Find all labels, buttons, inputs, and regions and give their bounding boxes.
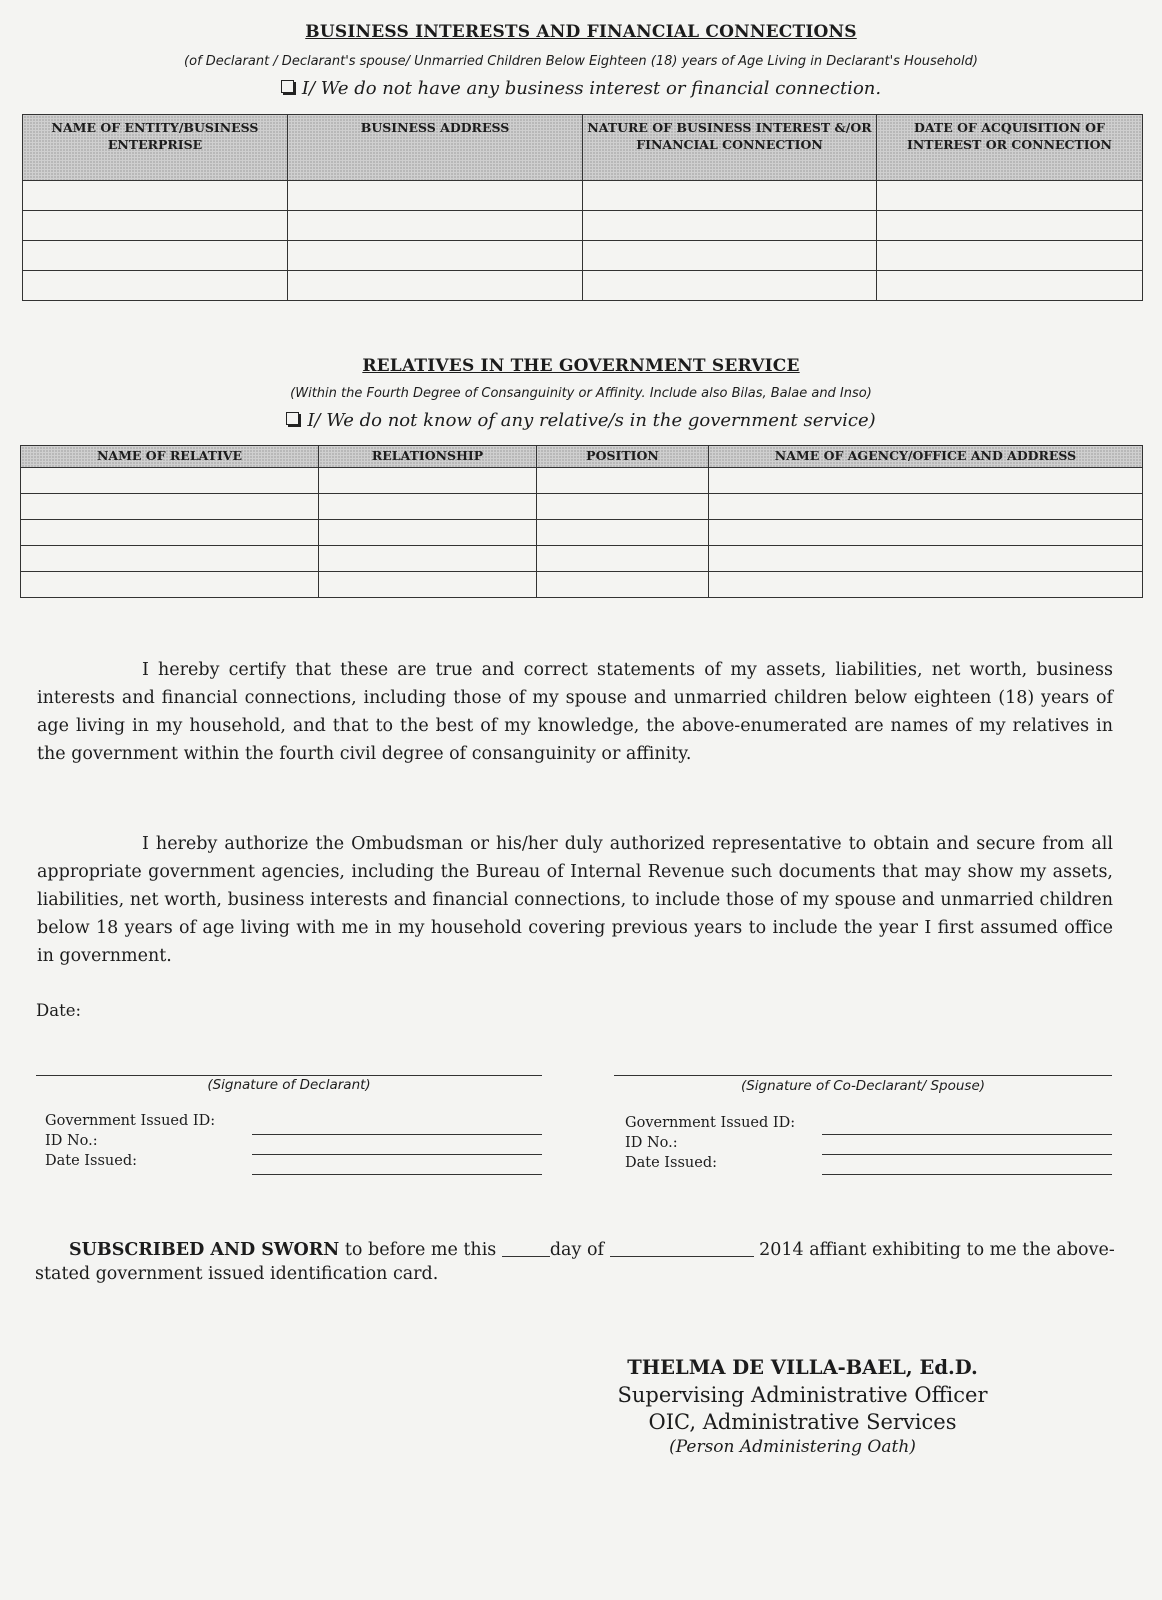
no-relatives-option[interactable] <box>0 410 1162 431</box>
table-cell[interactable] <box>21 494 319 520</box>
no-business-interest-checkbox[interactable] <box>281 80 294 93</box>
co-declarant-id-no-label: ID No.: <box>625 1135 678 1151</box>
co-declarant-date-issued-field[interactable] <box>822 1174 1112 1175</box>
officer-name: THELMA DE VILLA-BAEL, Ed.D. <box>627 1356 978 1379</box>
co-declarant-date-issued-label: Date Issued: <box>625 1155 717 1171</box>
co-declarant-signature-line[interactable] <box>614 1075 1112 1076</box>
declarant-id-no-label: ID No.: <box>45 1133 98 1149</box>
table-cell[interactable] <box>877 271 1143 301</box>
column-header-nature-of-interest: NATURE OF BUSINESS INTEREST &/OR FINANCIAL CONNECTION <box>583 115 877 181</box>
table-cell[interactable] <box>23 181 288 211</box>
certification-paragraph: I hereby certify that these are true and correct statements of my assets, liabilities, net worth, business interests and financial connections, including those of my spouse and unmarried children below eighteen (18) years of age living in my household, and that to the best of my knowledge, the above-enumerated are names of my relatives in the government within the fourth civil degree of consanguinity or affinity. <box>37 660 1113 764</box>
table-cell[interactable] <box>21 572 319 598</box>
oath-month-field[interactable] <box>610 1256 754 1257</box>
no-relatives-checkbox[interactable] <box>286 412 299 425</box>
oath-statement <box>35 1238 1135 1286</box>
table-cell[interactable] <box>709 572 1143 598</box>
table-cell[interactable] <box>21 520 319 546</box>
declarant-id-field[interactable] <box>252 1134 542 1135</box>
table-cell[interactable] <box>583 181 877 211</box>
no-business-interest-option[interactable] <box>0 78 1162 99</box>
table-cell[interactable] <box>877 211 1143 241</box>
table-cell[interactable] <box>23 241 288 271</box>
co-declarant-id-field[interactable] <box>822 1134 1112 1135</box>
relatives-section-title: RELATIVES IN THE GOVERNMENT SERVICE <box>362 356 800 376</box>
no-business-interest-label: I/ We do not have any business interest or financial connection. <box>301 78 882 99</box>
table-cell[interactable] <box>319 572 537 598</box>
column-header-relationship: RELATIONSHIP <box>319 446 537 468</box>
table-row <box>23 211 1143 241</box>
column-header-date-of-acquisition: DATE OF ACQUISITION OF INTEREST OR CONNECTION <box>877 115 1143 181</box>
table-row <box>21 468 1143 494</box>
table-cell[interactable] <box>23 211 288 241</box>
table-cell[interactable] <box>583 241 877 271</box>
relatives-table <box>20 445 1143 598</box>
table-cell[interactable] <box>877 181 1143 211</box>
declarant-date-issued-field[interactable] <box>252 1174 542 1175</box>
table-cell[interactable] <box>537 468 709 494</box>
table-cell[interactable] <box>319 546 537 572</box>
date-label: Date: <box>36 1001 82 1020</box>
table-row <box>21 494 1143 520</box>
declarant-id-label: Government Issued ID: <box>45 1113 216 1129</box>
co-declarant-id-label: Government Issued ID: <box>625 1115 796 1131</box>
column-header-entity-name: NAME OF ENTITY/BUSINESS ENTERPRISE <box>23 115 288 181</box>
oath-day-field[interactable] <box>502 1256 550 1257</box>
no-relatives-label: I/ We do not know of any relative/s in the government service) <box>307 410 876 431</box>
table-cell[interactable] <box>709 546 1143 572</box>
table-cell[interactable] <box>583 211 877 241</box>
table-cell[interactable] <box>709 494 1143 520</box>
table-row <box>21 520 1143 546</box>
authorization-paragraph: I hereby authorize the Ombudsman or his/her duly authorized representative to obtain and secure from all appropriate government agencies, including the Bureau of Internal Revenue such documents that may show my assets, liabilities, net worth, business interests and financial connections, to include those of my spouse and unmarried children below 18 years of age living with me in my household covering previous years to include the year I first assumed office in government. <box>37 834 1113 966</box>
oath-text-3: 2014 affiant exhibiting to me the above-stated government issued identification card. <box>35 1240 1115 1284</box>
table-cell[interactable] <box>537 572 709 598</box>
table-row <box>21 546 1143 572</box>
table-cell[interactable] <box>319 494 537 520</box>
table-cell[interactable] <box>537 520 709 546</box>
table-row <box>21 572 1143 598</box>
business-section-title: BUSINESS INTERESTS AND FINANCIAL CONNECTIONS <box>305 22 857 42</box>
oath-text-1: to before me this <box>344 1240 497 1260</box>
co-declarant-id-no-field[interactable] <box>822 1154 1112 1155</box>
relatives-section-subtitle: (Within the Fourth Degree of Consanguinity or Affinity. Include also Bilas, Balae and Inso) <box>290 386 872 401</box>
table-cell[interactable] <box>537 494 709 520</box>
officer-role: (Person Administering Oath) <box>669 1437 916 1457</box>
table-cell[interactable] <box>319 468 537 494</box>
officer-office: OIC, Administrative Services <box>648 1410 957 1434</box>
officer-title: Supervising Administrative Officer <box>617 1383 988 1407</box>
column-header-relative-name: NAME OF RELATIVE <box>21 446 319 468</box>
table-cell[interactable] <box>583 271 877 301</box>
declarant-signature-caption: (Signature of Declarant) <box>207 1077 371 1093</box>
co-declarant-signature-caption: (Signature of Co-Declarant/ Spouse) <box>740 1078 986 1094</box>
declarant-signature-line[interactable] <box>36 1075 542 1076</box>
table-cell[interactable] <box>288 181 583 211</box>
table-cell[interactable] <box>877 241 1143 271</box>
column-header-business-address: BUSINESS ADDRESS <box>288 115 583 181</box>
table-cell[interactable] <box>709 520 1143 546</box>
declarant-id-no-field[interactable] <box>252 1154 542 1155</box>
table-cell[interactable] <box>319 520 537 546</box>
table-cell[interactable] <box>23 271 288 301</box>
business-interests-table <box>22 114 1143 301</box>
table-row <box>23 181 1143 211</box>
table-cell[interactable] <box>709 468 1143 494</box>
oath-text-2: day of <box>549 1240 604 1260</box>
table-cell[interactable] <box>537 546 709 572</box>
table-cell[interactable] <box>288 211 583 241</box>
oath-bold-lead: SUBSCRIBED AND SWORN <box>69 1240 340 1260</box>
table-row <box>23 241 1143 271</box>
declarant-date-issued-label: Date Issued: <box>45 1153 137 1169</box>
table-cell[interactable] <box>21 468 319 494</box>
table-cell[interactable] <box>288 271 583 301</box>
column-header-agency-address: NAME OF AGENCY/OFFICE AND ADDRESS <box>709 446 1143 468</box>
table-cell[interactable] <box>288 241 583 271</box>
table-cell[interactable] <box>21 546 319 572</box>
column-header-position: POSITION <box>537 446 709 468</box>
table-row <box>23 271 1143 301</box>
business-section-subtitle: (of Declarant / Declarant's spouse/ Unmarried Children Below Eighteen (18) years of Age Living in Declarant's Household) <box>184 54 978 69</box>
